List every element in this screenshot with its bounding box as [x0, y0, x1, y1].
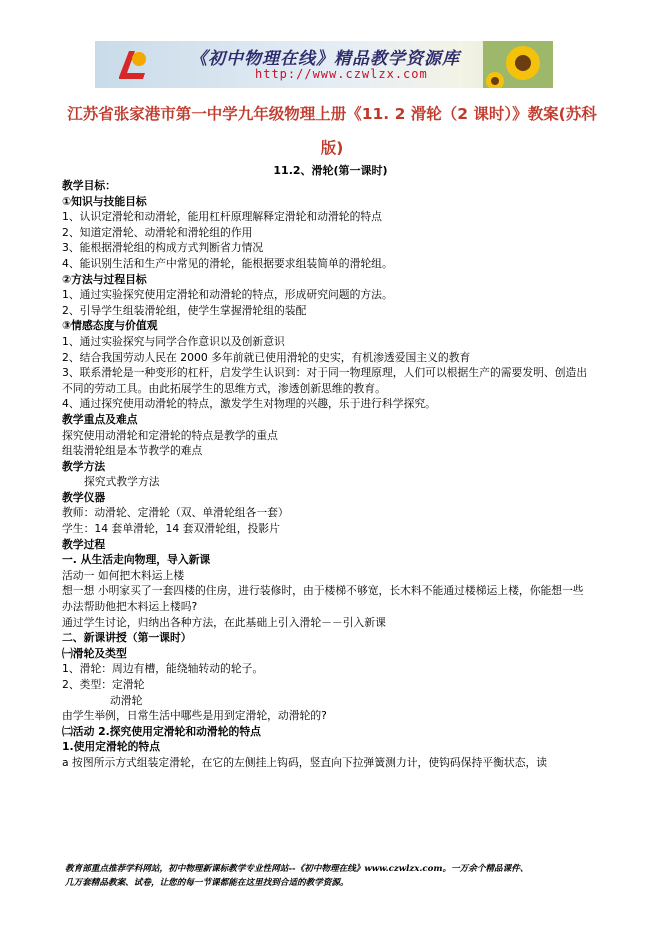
text-line: 1、通过实验探究与同学合作意识以及创新意识 — [62, 334, 285, 348]
page-footer — [65, 862, 605, 890]
text-line: 4、通过探究使用动滑轮的特点，激发学生对物理的兴趣，乐于进行科学探究。 — [62, 397, 436, 411]
text-line: 2、结合我国劳动人民在 2000 多年前就已使用滑轮的史实，有机渗透爱国主义的教育 — [62, 350, 471, 364]
document-title: 江苏省张家港市第一中学九年级物理上册《11. 2 滑轮（2 课时）》教案(苏科版) — [67, 105, 597, 157]
footer-line-2: 几万套精品教案、试卷，让您的每一节课都能在这里找到合适的教学资源。 — [65, 878, 349, 888]
text-line: 探究使用动滑轮和定滑轮的特点是教学的重点 — [62, 428, 278, 442]
text-line: 4、能识别生活和生产中常见的滑轮，能根据要求组装简单的滑轮组。 — [62, 256, 393, 270]
text-line: 1、滑轮：周边有槽，能绕轴转动的轮子。 — [62, 662, 264, 676]
text-line: 通过学生讨论，归纳出各种方法，在此基础上引入滑轮－－引入新课 — [62, 615, 386, 629]
text-line: 2、引导学生组装滑轮组，使学生掌握滑轮组的装配 — [62, 303, 307, 317]
text-line: 1、认识定滑轮和动滑轮，能用杠杆原理解释定滑轮和动滑轮的特点 — [62, 210, 382, 224]
section-heading: 教学仪器 — [62, 490, 106, 504]
text-line: 3、联系滑轮是一种变形的杠杆，启发学生认识到：对于同一物理原理，人们可以根据生产的需要发明、创造出不同的劳动工具。由此拓展学生的思维方式，渗透创新思维的教育。 — [62, 366, 588, 395]
header-banner — [95, 41, 553, 88]
section-heading: ③情感态度与价值观 — [62, 319, 158, 333]
sunflower-icon — [483, 41, 553, 88]
text-line: 学生：14 套单滑轮，14 套双滑轮组，投影片 — [62, 522, 280, 536]
text-line: 探究式教学方法 — [84, 475, 160, 489]
text-line: 由学生举例，日常生活中哪些是用到定滑轮，动滑轮的? — [62, 709, 327, 723]
section-heading: 一. 从生活走向物理，导入新课 — [62, 553, 211, 567]
section-subtitle: 11.2、滑轮(第一课时) — [273, 164, 388, 177]
text-line: 1、通过实验探究使用定滑轮和动滑轮的特点，形成研究问题的方法。 — [62, 288, 393, 302]
text-line: a 按图所示方式组装定滑轮，在它的左侧挂上钩码，竖直向下拉弹簧测力计，使钩码保持平衡状态，读 — [62, 755, 548, 769]
section-heading: 教学过程 — [62, 537, 106, 551]
section-heading: 教学目标： — [62, 179, 116, 192]
section-heading: ㈡活动 2.探究使用定滑轮和动滑轮的特点 — [62, 724, 261, 738]
section-heading: 教学重点及难点 — [62, 412, 138, 426]
section-heading: ②方法与过程目标 — [62, 272, 147, 286]
site-logo-icon — [115, 47, 151, 83]
text-line: 2、知道定滑轮、动滑轮和滑轮组的作用 — [62, 225, 253, 239]
text-line: 3、能根据滑轮组的构成方式判断省力情况 — [62, 241, 264, 255]
text-line: 活动一 如何把木料运上楼 — [62, 568, 185, 582]
section-heading: ㈠滑轮及类型 — [62, 646, 127, 660]
footer-line-1: 教育部重点推荐学科网站，初中物理新课标教学专业性网站--《初中物理在线》www.czwlzx.com。一万余个精品课件、 — [65, 864, 529, 874]
section-heading: 二、新课讲授（第一课时） — [62, 631, 192, 645]
section-heading: 教学方法 — [62, 459, 106, 473]
text-line: 教师：动滑轮、定滑轮（双、单滑轮组各一套） — [62, 506, 289, 520]
section-heading: 1.使用定滑轮的特点 — [62, 740, 160, 754]
banner-url: http://www.czwlzx.com — [255, 67, 428, 81]
banner-title: 《初中物理在线》精品教学资源库 — [190, 49, 460, 69]
lesson-body — [62, 178, 592, 771]
text-line: 组装滑轮组是本节教学的难点 — [62, 444, 203, 458]
section-heading: ①知识与技能目标 — [62, 194, 147, 208]
text-line: 2、类型：定滑轮 — [62, 678, 145, 691]
text-line: 想一想 小明家买了一套四楼的住房，进行装修时，由于楼梯不够宽，长木料不能通过楼梯运上楼，你能想一些办法帮助他把木料运上楼吗? — [62, 584, 584, 614]
text-line: 动滑轮 — [110, 693, 143, 707]
